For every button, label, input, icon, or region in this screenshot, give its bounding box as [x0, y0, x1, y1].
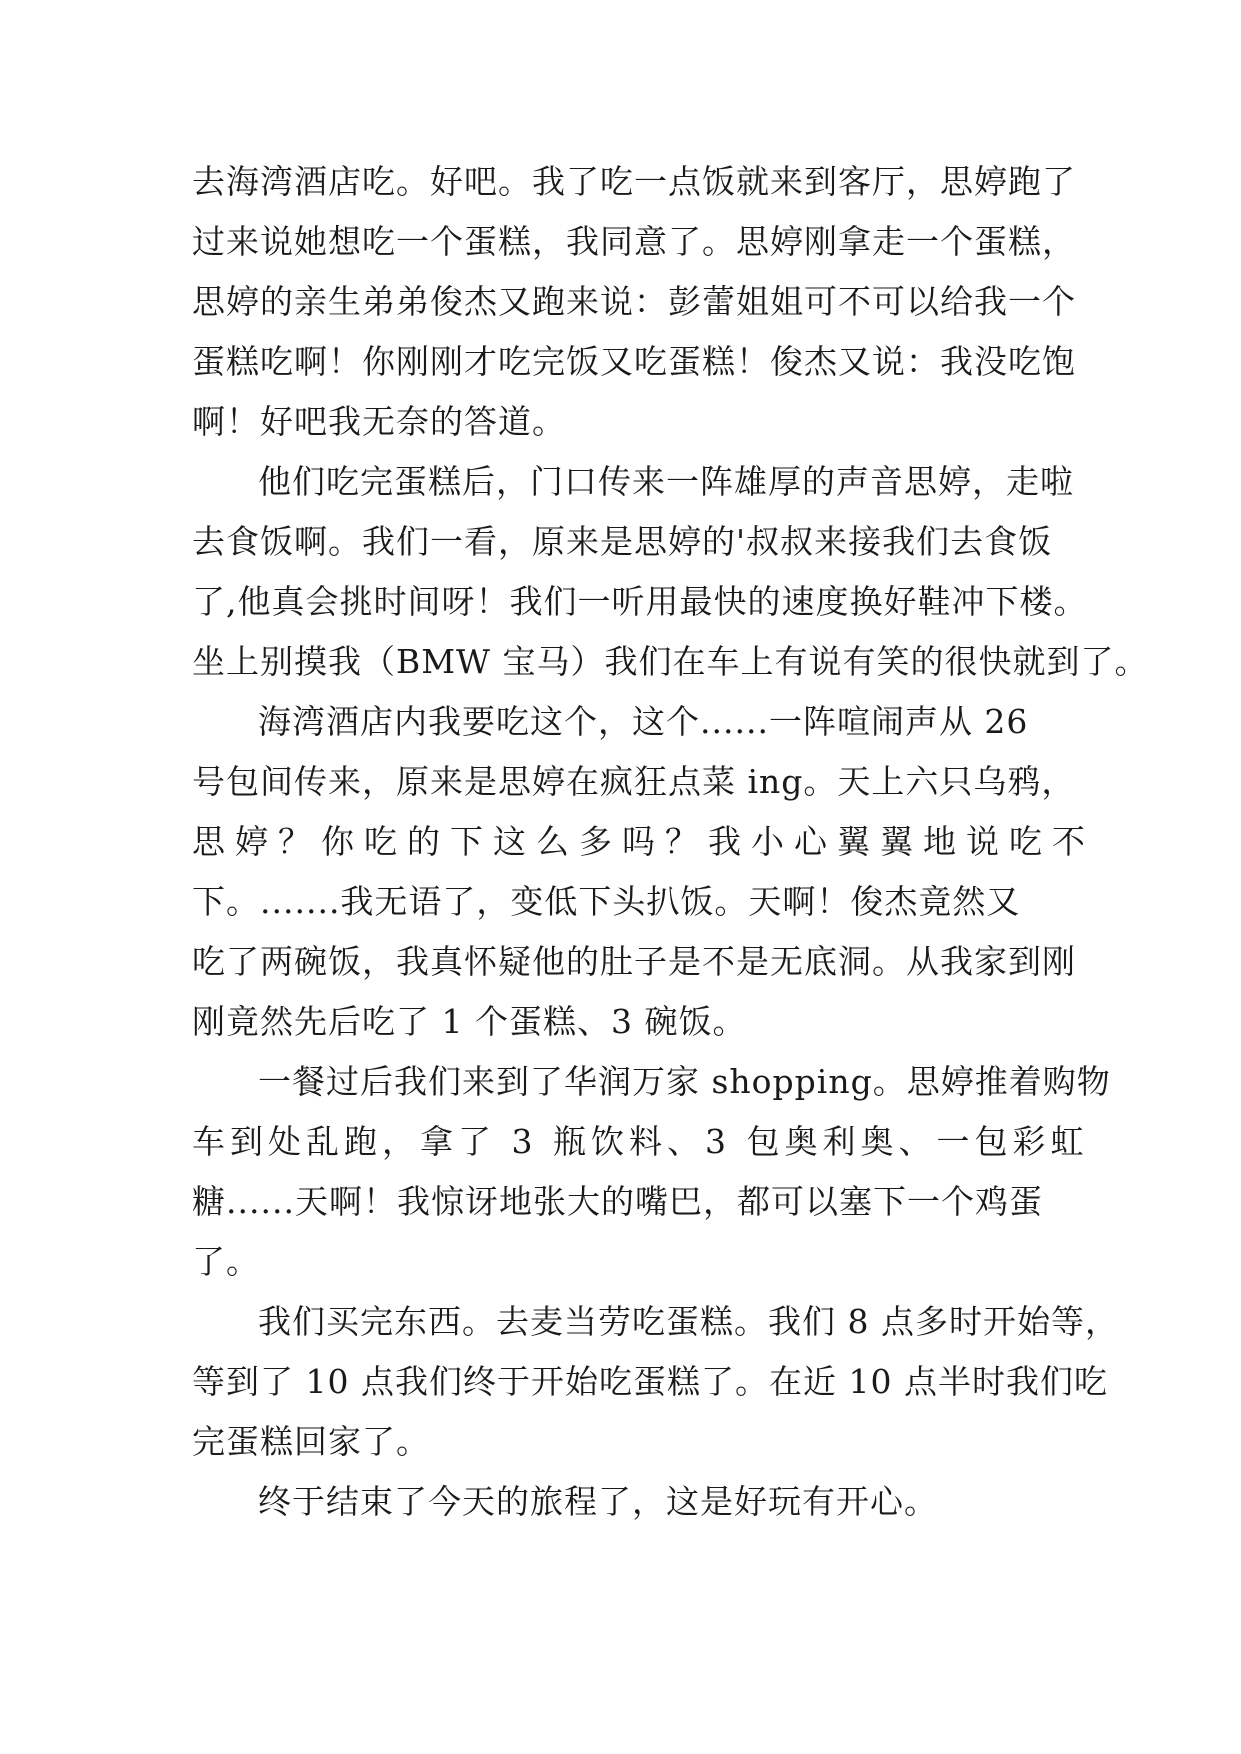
text-line: 刚竟然先后吃了 1 个蛋糕、3 碗饭。 [192, 1002, 747, 1041]
text-line: 蛋糕吃啊！你刚刚才吃完饭又吃蛋糕！俊杰又说：我没吃饱 [192, 342, 1076, 381]
text-line: 去食饭啊。我们一看，原来是思婷的'叔叔来接我们去食饭 [192, 522, 1053, 561]
paragraph-first-line: 终于结束了今天的旅程了，这是好玩有开心。 [258, 1482, 938, 1521]
text-line: 了,他真会挑时间呀！我们一听用最快的速度换好鞋冲下楼。 [192, 582, 1088, 621]
text-line: 吃了两碗饭，我真怀疑他的肚子是不是无底洞。从我家到刚 [192, 942, 1076, 981]
text-line: 下。.......我无语了，变低下头扒饭。天啊！俊杰竟然又 [192, 882, 1021, 921]
text-line: 去海湾酒店吃。好吧。我了吃一点饭就来到客厅，思婷跑了 [192, 162, 1076, 201]
paragraph-first-line: 我们买完东西。去麦当劳吃蛋糕。我们 8 点多时开始等， [258, 1302, 1119, 1341]
text-line: 糖......天啊！我惊讶地张大的嘴巴，都可以塞下一个鸡蛋 [192, 1182, 1043, 1221]
text-line: 完蛋糕回家了。 [192, 1422, 430, 1461]
paragraph-first-line: 海湾酒店内我要吃这个，这个......一阵喧闹声从 26 [258, 702, 1029, 741]
text-line: 思婷的亲生弟弟俊杰又跑来说：彭蕾姐姐可不可以给我一个 [192, 282, 1076, 321]
text-line: 了。 [192, 1242, 260, 1281]
text-line: 思婷？你吃的下这么多吗？我小心翼翼地说吃不 [192, 822, 1095, 861]
text-line: 过来说她想吃一个蛋糕，我同意了。思婷刚拿走一个蛋糕， [192, 222, 1076, 261]
paragraph-first-line: 他们吃完蛋糕后，门口传来一阵雄厚的声音思婷，走啦 [258, 462, 1074, 501]
document-body [192, 152, 1149, 1532]
text-line: 等到了 10 点我们终于开始吃蛋糕了。在近 10 点半时我们吃 [192, 1362, 1108, 1401]
text-line: 啊！好吧我无奈的答道。 [192, 402, 566, 441]
text-line: 车到处乱跑，拿了 3 瓶饮料、3 包奥利奥、一包彩虹 [192, 1122, 1089, 1161]
text-line: 坐上别摸我（BMW 宝马）我们在车上有说有笑的很快就到了。 [192, 642, 1149, 681]
text-line: 号包间传来，原来是思婷在疯狂点菜 ing。天上六只乌鸦， [192, 762, 1076, 801]
paragraph-first-line: 一餐过后我们来到了华润万家 shopping。思婷推着购物 [258, 1062, 1111, 1101]
